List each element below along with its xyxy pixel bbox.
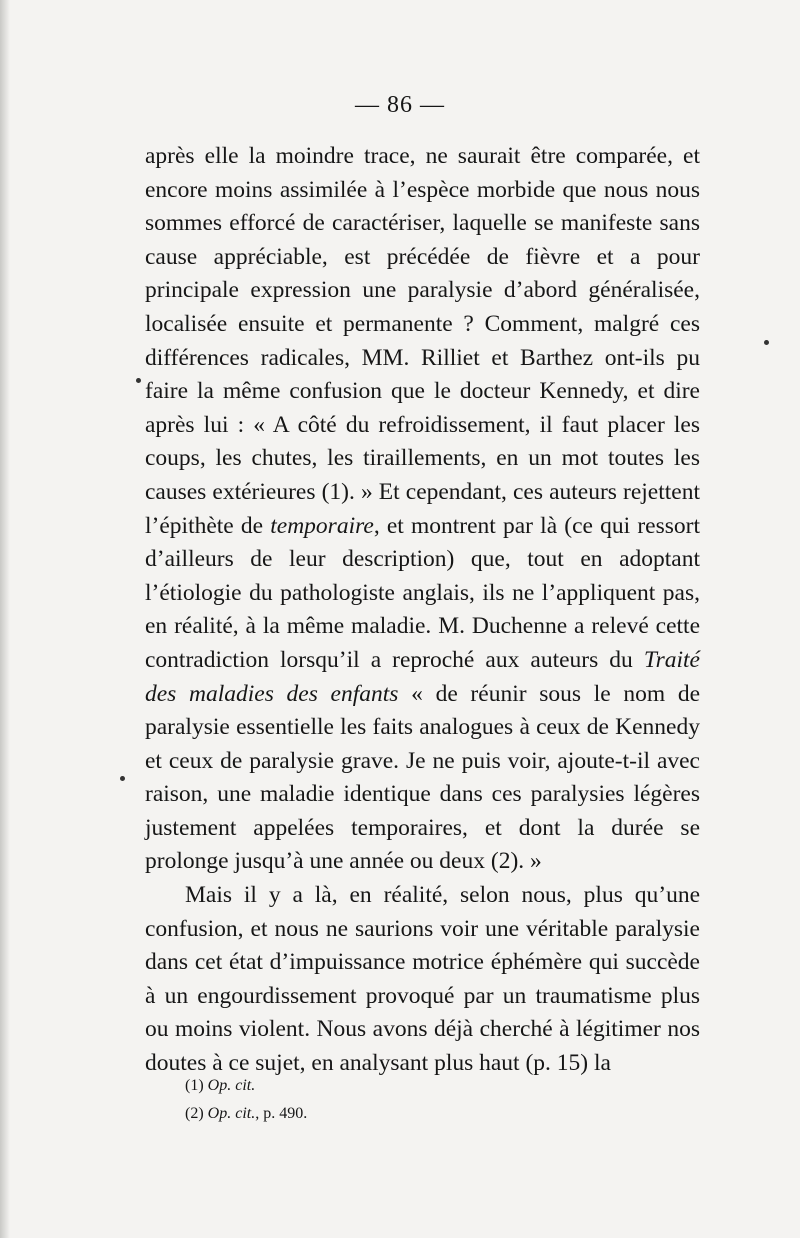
body-text <box>145 140 700 1081</box>
text-run: « de réunir sous le nom de paralysie essentielle les faits analogues à ceux de Kennedy et ceux de paralysie grave. Je ne puis voir, ajoute-t-il avec raison, une maladie identique dans ces paralysies légères justement appelées temporaires, et dont la durée se prolonge jusqu’à une année ou deux (2). » <box>145 680 700 875</box>
paragraph-1 <box>145 140 700 879</box>
margin-speck <box>120 776 125 781</box>
footnote-mark: (2) <box>185 1105 208 1122</box>
page-edge-shadow <box>0 0 10 1238</box>
footnotes <box>185 1072 685 1128</box>
text-run: , et montrent par là (ce qui ressort d’ailleurs de leur description) que, tout en adoptant l’étiologie du pathologiste anglais, ils ne l’appliquent pas, en réalité, à la même maladie. M. Duchenne a relevé cette contradiction lorsqu’il a reproché aux auteurs du <box>145 512 700 673</box>
margin-speck <box>136 378 141 383</box>
footnote-page-ref: , p. 490. <box>255 1105 308 1122</box>
italic-text: Traité des maladies des enfants <box>145 646 700 707</box>
paragraph-2 <box>145 879 700 1081</box>
footnote-mark: (1) <box>185 1077 208 1094</box>
page-number: — 86 — <box>355 92 445 118</box>
footnote-1 <box>185 1072 685 1100</box>
text-run: Mais il y a là, en réalité, selon nous, plus qu’une confusion, et nous ne saurions voir une véritable paralysie dans cet état d’impuissance motrice éphémère qui succède à un engourdissement provoqué par un traumatisme plus ou moins violent. Nous avons déjà cherché à légitimer nos doutes à ce sujet, en analysant plus haut (p. 15) la <box>145 882 700 1077</box>
footnote-source: Op. cit. <box>207 1105 256 1122</box>
margin-speck <box>764 340 769 345</box>
footnote-2 <box>185 1100 685 1128</box>
italic-text: temporaire <box>270 512 374 539</box>
footnote-source: Op. cit. <box>207 1077 256 1094</box>
text-run: après elle la moindre trace, ne saurait être comparée, et encore moins assimilée à l’espèce morbide que nous nous sommes efforcé de caractériser, laquelle se manifeste sans cause appréciable, est précédée de fièvre et a pour principale expression une paralysie d’abord généralisée, localisée ensuite et permanente ? Comment, malgré ces différences radicales, MM. Rilliet et Barthez ont-ils pu faire la même confusion que le docteur Kennedy, et dire après lui : « A côté du refroidissement, il faut placer les coups, les chutes, les tiraillements, en un mot toutes les causes extérieures (1). » Et cependant, ces auteurs rejettent l’épithète de <box>145 143 700 539</box>
